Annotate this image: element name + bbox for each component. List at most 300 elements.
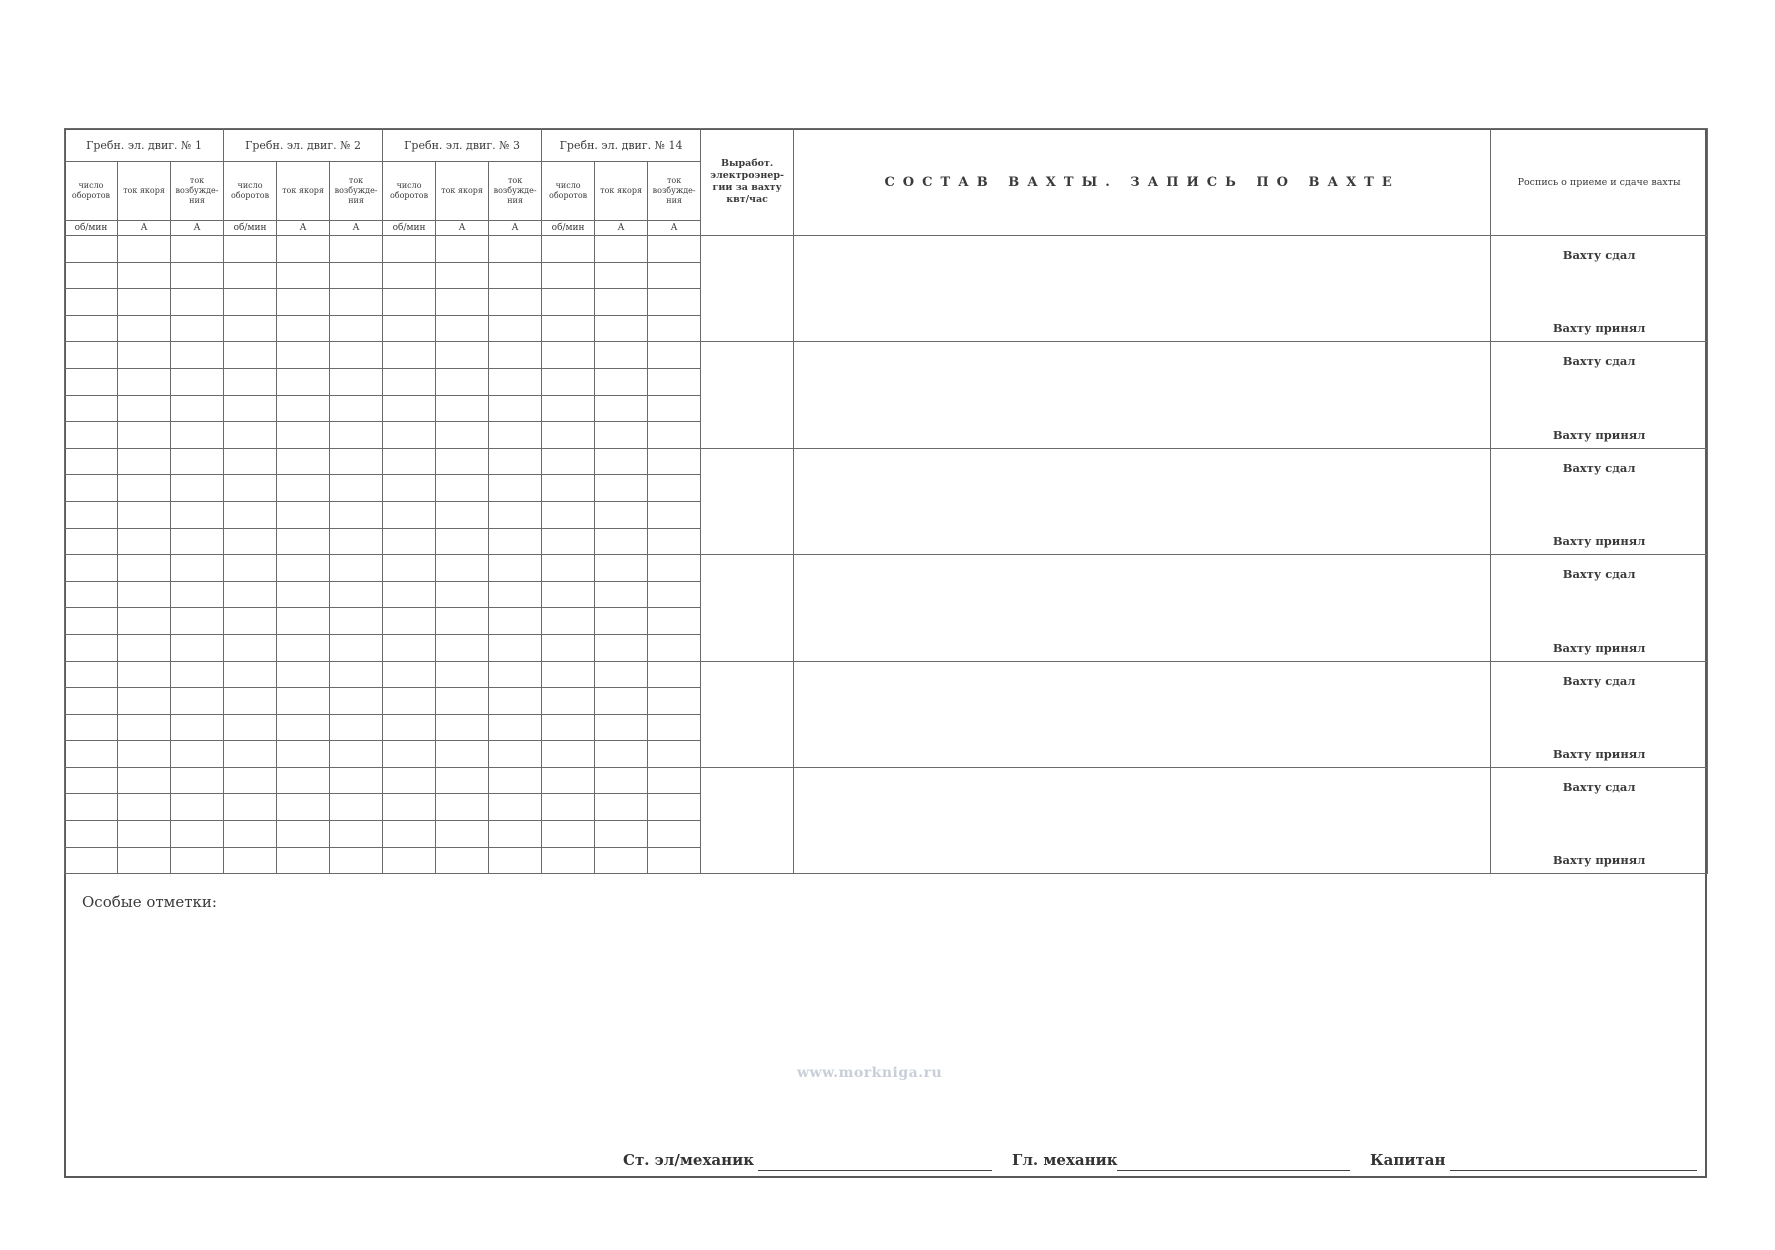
- reading-cell[interactable]: [595, 608, 648, 635]
- reading-cell[interactable]: [277, 342, 330, 369]
- reading-cell[interactable]: [171, 475, 224, 502]
- reading-cell[interactable]: [489, 608, 542, 635]
- senior-electrician-signature-line[interactable]: [758, 1170, 992, 1171]
- reading-cell[interactable]: [436, 714, 489, 741]
- reading-cell[interactable]: [118, 741, 171, 768]
- reading-cell[interactable]: [489, 315, 542, 342]
- reading-cell[interactable]: [118, 794, 171, 821]
- reading-cell[interactable]: [277, 634, 330, 661]
- reading-cell[interactable]: [542, 794, 595, 821]
- reading-cell[interactable]: [277, 741, 330, 768]
- reading-cell[interactable]: [542, 741, 595, 768]
- reading-cell[interactable]: [383, 368, 436, 395]
- reading-cell[interactable]: [436, 528, 489, 555]
- reading-cell[interactable]: [436, 741, 489, 768]
- reading-cell[interactable]: [65, 714, 118, 741]
- reading-cell[interactable]: [65, 475, 118, 502]
- reading-cell[interactable]: [277, 794, 330, 821]
- reading-cell[interactable]: [65, 236, 118, 263]
- reading-cell[interactable]: [595, 528, 648, 555]
- reading-cell[interactable]: [436, 501, 489, 528]
- reading-cell[interactable]: [436, 315, 489, 342]
- reading-cell[interactable]: [383, 767, 436, 794]
- reading-cell[interactable]: [330, 688, 383, 715]
- reading-cell[interactable]: [277, 289, 330, 316]
- reading-cell[interactable]: [648, 475, 701, 502]
- reading-cell[interactable]: [648, 528, 701, 555]
- reading-cell[interactable]: [330, 395, 383, 422]
- reading-cell[interactable]: [648, 794, 701, 821]
- reading-cell[interactable]: [171, 289, 224, 316]
- reading-cell[interactable]: [277, 767, 330, 794]
- reading-cell[interactable]: [383, 475, 436, 502]
- reading-cell[interactable]: [595, 714, 648, 741]
- watch-record-cell[interactable]: [794, 767, 1491, 873]
- reading-cell[interactable]: [648, 262, 701, 289]
- reading-cell[interactable]: [489, 262, 542, 289]
- reading-cell[interactable]: [595, 581, 648, 608]
- reading-cell[interactable]: [595, 555, 648, 582]
- reading-cell[interactable]: [118, 475, 171, 502]
- reading-cell[interactable]: [65, 422, 118, 449]
- reading-cell[interactable]: [118, 581, 171, 608]
- reading-cell[interactable]: [542, 342, 595, 369]
- reading-cell[interactable]: [65, 289, 118, 316]
- energy-cell[interactable]: [701, 661, 794, 767]
- reading-cell[interactable]: [224, 368, 277, 395]
- reading-cell[interactable]: [542, 422, 595, 449]
- reading-cell[interactable]: [118, 289, 171, 316]
- reading-cell[interactable]: [330, 794, 383, 821]
- reading-cell[interactable]: [65, 262, 118, 289]
- reading-cell[interactable]: [436, 475, 489, 502]
- reading-cell[interactable]: [171, 422, 224, 449]
- reading-cell[interactable]: [330, 661, 383, 688]
- reading-cell[interactable]: [489, 821, 542, 848]
- reading-cell[interactable]: [224, 741, 277, 768]
- reading-cell[interactable]: [595, 634, 648, 661]
- reading-cell[interactable]: [489, 581, 542, 608]
- reading-cell[interactable]: [595, 767, 648, 794]
- watch-signature-cell[interactable]: [1491, 767, 1708, 873]
- reading-cell[interactable]: [436, 395, 489, 422]
- reading-cell[interactable]: [65, 555, 118, 582]
- reading-cell[interactable]: [224, 688, 277, 715]
- reading-cell[interactable]: [118, 368, 171, 395]
- reading-cell[interactable]: [171, 262, 224, 289]
- reading-cell[interactable]: [383, 661, 436, 688]
- reading-cell[interactable]: [65, 661, 118, 688]
- reading-cell[interactable]: [648, 608, 701, 635]
- reading-cell[interactable]: [595, 422, 648, 449]
- reading-cell[interactable]: [595, 315, 648, 342]
- reading-cell[interactable]: [489, 688, 542, 715]
- reading-cell[interactable]: [489, 847, 542, 874]
- reading-cell[interactable]: [648, 368, 701, 395]
- captain-signature-line[interactable]: [1450, 1170, 1697, 1171]
- reading-cell[interactable]: [277, 581, 330, 608]
- reading-cell[interactable]: [65, 395, 118, 422]
- reading-cell[interactable]: [118, 634, 171, 661]
- reading-cell[interactable]: [648, 422, 701, 449]
- reading-cell[interactable]: [489, 475, 542, 502]
- reading-cell[interactable]: [277, 448, 330, 475]
- reading-cell[interactable]: [118, 767, 171, 794]
- reading-cell[interactable]: [171, 581, 224, 608]
- reading-cell[interactable]: [489, 422, 542, 449]
- reading-cell[interactable]: [648, 661, 701, 688]
- reading-cell[interactable]: [171, 528, 224, 555]
- energy-cell[interactable]: [701, 555, 794, 661]
- reading-cell[interactable]: [118, 262, 171, 289]
- reading-cell[interactable]: [224, 794, 277, 821]
- reading-cell[interactable]: [383, 236, 436, 263]
- reading-cell[interactable]: [436, 342, 489, 369]
- reading-cell[interactable]: [383, 847, 436, 874]
- reading-cell[interactable]: [542, 315, 595, 342]
- reading-cell[interactable]: [436, 555, 489, 582]
- reading-cell[interactable]: [436, 821, 489, 848]
- reading-cell[interactable]: [436, 422, 489, 449]
- reading-cell[interactable]: [595, 262, 648, 289]
- reading-cell[interactable]: [330, 501, 383, 528]
- reading-cell[interactable]: [542, 581, 595, 608]
- reading-cell[interactable]: [65, 608, 118, 635]
- reading-cell[interactable]: [277, 422, 330, 449]
- reading-cell[interactable]: [648, 236, 701, 263]
- reading-cell[interactable]: [436, 262, 489, 289]
- reading-cell[interactable]: [171, 794, 224, 821]
- reading-cell[interactable]: [542, 555, 595, 582]
- reading-cell[interactable]: [171, 661, 224, 688]
- reading-cell[interactable]: [171, 741, 224, 768]
- reading-cell[interactable]: [383, 821, 436, 848]
- reading-cell[interactable]: [595, 236, 648, 263]
- reading-cell[interactable]: [542, 688, 595, 715]
- reading-cell[interactable]: [436, 581, 489, 608]
- reading-cell[interactable]: [171, 395, 224, 422]
- reading-cell[interactable]: [171, 847, 224, 874]
- reading-cell[interactable]: [277, 236, 330, 263]
- reading-cell[interactable]: [65, 741, 118, 768]
- reading-cell[interactable]: [489, 661, 542, 688]
- reading-cell[interactable]: [383, 634, 436, 661]
- reading-cell[interactable]: [383, 608, 436, 635]
- reading-cell[interactable]: [648, 342, 701, 369]
- reading-cell[interactable]: [224, 714, 277, 741]
- reading-cell[interactable]: [436, 767, 489, 794]
- reading-cell[interactable]: [277, 368, 330, 395]
- reading-cell[interactable]: [595, 821, 648, 848]
- reading-cell[interactable]: [330, 315, 383, 342]
- reading-cell[interactable]: [489, 794, 542, 821]
- reading-cell[interactable]: [65, 688, 118, 715]
- reading-cell[interactable]: [383, 289, 436, 316]
- reading-cell[interactable]: [224, 634, 277, 661]
- reading-cell[interactable]: [224, 608, 277, 635]
- reading-cell[interactable]: [224, 422, 277, 449]
- reading-cell[interactable]: [383, 741, 436, 768]
- reading-cell[interactable]: [171, 342, 224, 369]
- reading-cell[interactable]: [118, 661, 171, 688]
- reading-cell[interactable]: [224, 661, 277, 688]
- reading-cell[interactable]: [648, 714, 701, 741]
- reading-cell[interactable]: [118, 555, 171, 582]
- reading-cell[interactable]: [542, 847, 595, 874]
- watch-signature-cell[interactable]: [1491, 236, 1708, 342]
- reading-cell[interactable]: [542, 661, 595, 688]
- reading-cell[interactable]: [330, 714, 383, 741]
- reading-cell[interactable]: [224, 448, 277, 475]
- reading-cell[interactable]: [489, 528, 542, 555]
- reading-cell[interactable]: [489, 634, 542, 661]
- reading-cell[interactable]: [542, 501, 595, 528]
- reading-cell[interactable]: [383, 714, 436, 741]
- reading-cell[interactable]: [489, 289, 542, 316]
- reading-cell[interactable]: [330, 821, 383, 848]
- reading-cell[interactable]: [595, 368, 648, 395]
- reading-cell[interactable]: [65, 767, 118, 794]
- reading-cell[interactable]: [224, 262, 277, 289]
- reading-cell[interactable]: [542, 262, 595, 289]
- reading-cell[interactable]: [595, 794, 648, 821]
- reading-cell[interactable]: [595, 475, 648, 502]
- reading-cell[interactable]: [436, 688, 489, 715]
- reading-cell[interactable]: [436, 847, 489, 874]
- reading-cell[interactable]: [330, 634, 383, 661]
- reading-cell[interactable]: [330, 847, 383, 874]
- reading-cell[interactable]: [383, 315, 436, 342]
- reading-cell[interactable]: [383, 528, 436, 555]
- energy-cell[interactable]: [701, 236, 794, 342]
- reading-cell[interactable]: [118, 422, 171, 449]
- reading-cell[interactable]: [383, 501, 436, 528]
- reading-cell[interactable]: [648, 289, 701, 316]
- reading-cell[interactable]: [224, 342, 277, 369]
- reading-cell[interactable]: [171, 236, 224, 263]
- reading-cell[interactable]: [436, 368, 489, 395]
- reading-cell[interactable]: [436, 794, 489, 821]
- reading-cell[interactable]: [436, 236, 489, 263]
- reading-cell[interactable]: [65, 581, 118, 608]
- reading-cell[interactable]: [330, 741, 383, 768]
- reading-cell[interactable]: [489, 555, 542, 582]
- reading-cell[interactable]: [436, 661, 489, 688]
- watch-signature-cell[interactable]: [1491, 661, 1708, 767]
- energy-cell[interactable]: [701, 342, 794, 448]
- reading-cell[interactable]: [648, 767, 701, 794]
- reading-cell[interactable]: [171, 634, 224, 661]
- reading-cell[interactable]: [383, 342, 436, 369]
- reading-cell[interactable]: [542, 634, 595, 661]
- reading-cell[interactable]: [224, 821, 277, 848]
- reading-cell[interactable]: [489, 342, 542, 369]
- reading-cell[interactable]: [436, 608, 489, 635]
- reading-cell[interactable]: [330, 236, 383, 263]
- reading-cell[interactable]: [489, 767, 542, 794]
- reading-cell[interactable]: [65, 368, 118, 395]
- reading-cell[interactable]: [171, 555, 224, 582]
- reading-cell[interactable]: [277, 395, 330, 422]
- reading-cell[interactable]: [65, 847, 118, 874]
- reading-cell[interactable]: [118, 821, 171, 848]
- reading-cell[interactable]: [277, 847, 330, 874]
- reading-cell[interactable]: [595, 448, 648, 475]
- reading-cell[interactable]: [648, 315, 701, 342]
- reading-cell[interactable]: [330, 342, 383, 369]
- reading-cell[interactable]: [118, 501, 171, 528]
- reading-cell[interactable]: [489, 236, 542, 263]
- reading-cell[interactable]: [648, 555, 701, 582]
- reading-cell[interactable]: [118, 847, 171, 874]
- reading-cell[interactable]: [171, 688, 224, 715]
- reading-cell[interactable]: [224, 767, 277, 794]
- reading-cell[interactable]: [383, 581, 436, 608]
- reading-cell[interactable]: [277, 714, 330, 741]
- watch-record-cell[interactable]: [794, 236, 1491, 342]
- reading-cell[interactable]: [383, 262, 436, 289]
- reading-cell[interactable]: [648, 395, 701, 422]
- reading-cell[interactable]: [171, 821, 224, 848]
- reading-cell[interactable]: [277, 501, 330, 528]
- reading-cell[interactable]: [436, 448, 489, 475]
- reading-cell[interactable]: [224, 395, 277, 422]
- reading-cell[interactable]: [542, 289, 595, 316]
- reading-cell[interactable]: [224, 236, 277, 263]
- reading-cell[interactable]: [330, 422, 383, 449]
- watch-record-cell[interactable]: [794, 448, 1491, 554]
- reading-cell[interactable]: [65, 501, 118, 528]
- reading-cell[interactable]: [330, 368, 383, 395]
- reading-cell[interactable]: [65, 448, 118, 475]
- reading-cell[interactable]: [330, 528, 383, 555]
- reading-cell[interactable]: [277, 608, 330, 635]
- reading-cell[interactable]: [330, 767, 383, 794]
- reading-cell[interactable]: [277, 528, 330, 555]
- reading-cell[interactable]: [224, 581, 277, 608]
- reading-cell[interactable]: [489, 395, 542, 422]
- reading-cell[interactable]: [383, 688, 436, 715]
- watch-signature-cell[interactable]: [1491, 448, 1708, 554]
- reading-cell[interactable]: [542, 236, 595, 263]
- reading-cell[interactable]: [171, 714, 224, 741]
- reading-cell[interactable]: [118, 395, 171, 422]
- reading-cell[interactable]: [330, 475, 383, 502]
- reading-cell[interactable]: [595, 741, 648, 768]
- reading-cell[interactable]: [224, 501, 277, 528]
- reading-cell[interactable]: [277, 555, 330, 582]
- reading-cell[interactable]: [648, 847, 701, 874]
- reading-cell[interactable]: [383, 448, 436, 475]
- reading-cell[interactable]: [383, 395, 436, 422]
- reading-cell[interactable]: [171, 448, 224, 475]
- watch-signature-cell[interactable]: [1491, 342, 1708, 448]
- reading-cell[interactable]: [65, 794, 118, 821]
- watch-record-cell[interactable]: [794, 555, 1491, 661]
- reading-cell[interactable]: [595, 342, 648, 369]
- reading-cell[interactable]: [542, 528, 595, 555]
- reading-cell[interactable]: [171, 315, 224, 342]
- reading-cell[interactable]: [383, 794, 436, 821]
- reading-cell[interactable]: [648, 741, 701, 768]
- reading-cell[interactable]: [542, 608, 595, 635]
- reading-cell[interactable]: [648, 688, 701, 715]
- reading-cell[interactable]: [118, 688, 171, 715]
- reading-cell[interactable]: [436, 289, 489, 316]
- reading-cell[interactable]: [330, 289, 383, 316]
- reading-cell[interactable]: [542, 821, 595, 848]
- reading-cell[interactable]: [224, 555, 277, 582]
- reading-cell[interactable]: [118, 608, 171, 635]
- reading-cell[interactable]: [118, 528, 171, 555]
- reading-cell[interactable]: [277, 661, 330, 688]
- reading-cell[interactable]: [171, 501, 224, 528]
- reading-cell[interactable]: [595, 661, 648, 688]
- reading-cell[interactable]: [224, 289, 277, 316]
- reading-cell[interactable]: [171, 767, 224, 794]
- reading-cell[interactable]: [595, 847, 648, 874]
- reading-cell[interactable]: [648, 448, 701, 475]
- reading-cell[interactable]: [118, 315, 171, 342]
- reading-cell[interactable]: [118, 236, 171, 263]
- reading-cell[interactable]: [648, 581, 701, 608]
- reading-cell[interactable]: [277, 821, 330, 848]
- reading-cell[interactable]: [648, 501, 701, 528]
- reading-cell[interactable]: [118, 342, 171, 369]
- reading-cell[interactable]: [489, 714, 542, 741]
- reading-cell[interactable]: [65, 342, 118, 369]
- reading-cell[interactable]: [489, 741, 542, 768]
- reading-cell[interactable]: [65, 821, 118, 848]
- reading-cell[interactable]: [65, 528, 118, 555]
- energy-cell[interactable]: [701, 448, 794, 554]
- reading-cell[interactable]: [118, 448, 171, 475]
- reading-cell[interactable]: [648, 821, 701, 848]
- reading-cell[interactable]: [330, 448, 383, 475]
- reading-cell[interactable]: [330, 581, 383, 608]
- reading-cell[interactable]: [330, 555, 383, 582]
- reading-cell[interactable]: [330, 608, 383, 635]
- reading-cell[interactable]: [542, 714, 595, 741]
- reading-cell[interactable]: [277, 315, 330, 342]
- watch-record-cell[interactable]: [794, 342, 1491, 448]
- reading-cell[interactable]: [489, 368, 542, 395]
- reading-cell[interactable]: [542, 368, 595, 395]
- reading-cell[interactable]: [171, 368, 224, 395]
- watch-signature-cell[interactable]: [1491, 555, 1708, 661]
- reading-cell[interactable]: [383, 555, 436, 582]
- reading-cell[interactable]: [224, 847, 277, 874]
- reading-cell[interactable]: [542, 395, 595, 422]
- reading-cell[interactable]: [277, 475, 330, 502]
- energy-cell[interactable]: [701, 767, 794, 873]
- reading-cell[interactable]: [542, 475, 595, 502]
- reading-cell[interactable]: [542, 448, 595, 475]
- reading-cell[interactable]: [436, 634, 489, 661]
- reading-cell[interactable]: [277, 688, 330, 715]
- chief-engineer-signature-line[interactable]: [1117, 1170, 1350, 1171]
- reading-cell[interactable]: [595, 501, 648, 528]
- reading-cell[interactable]: [648, 634, 701, 661]
- reading-cell[interactable]: [383, 422, 436, 449]
- reading-cell[interactable]: [224, 475, 277, 502]
- reading-cell[interactable]: [171, 608, 224, 635]
- reading-cell[interactable]: [65, 315, 118, 342]
- reading-cell[interactable]: [224, 315, 277, 342]
- reading-cell[interactable]: [595, 395, 648, 422]
- reading-cell[interactable]: [330, 262, 383, 289]
- watch-record-cell[interactable]: [794, 661, 1491, 767]
